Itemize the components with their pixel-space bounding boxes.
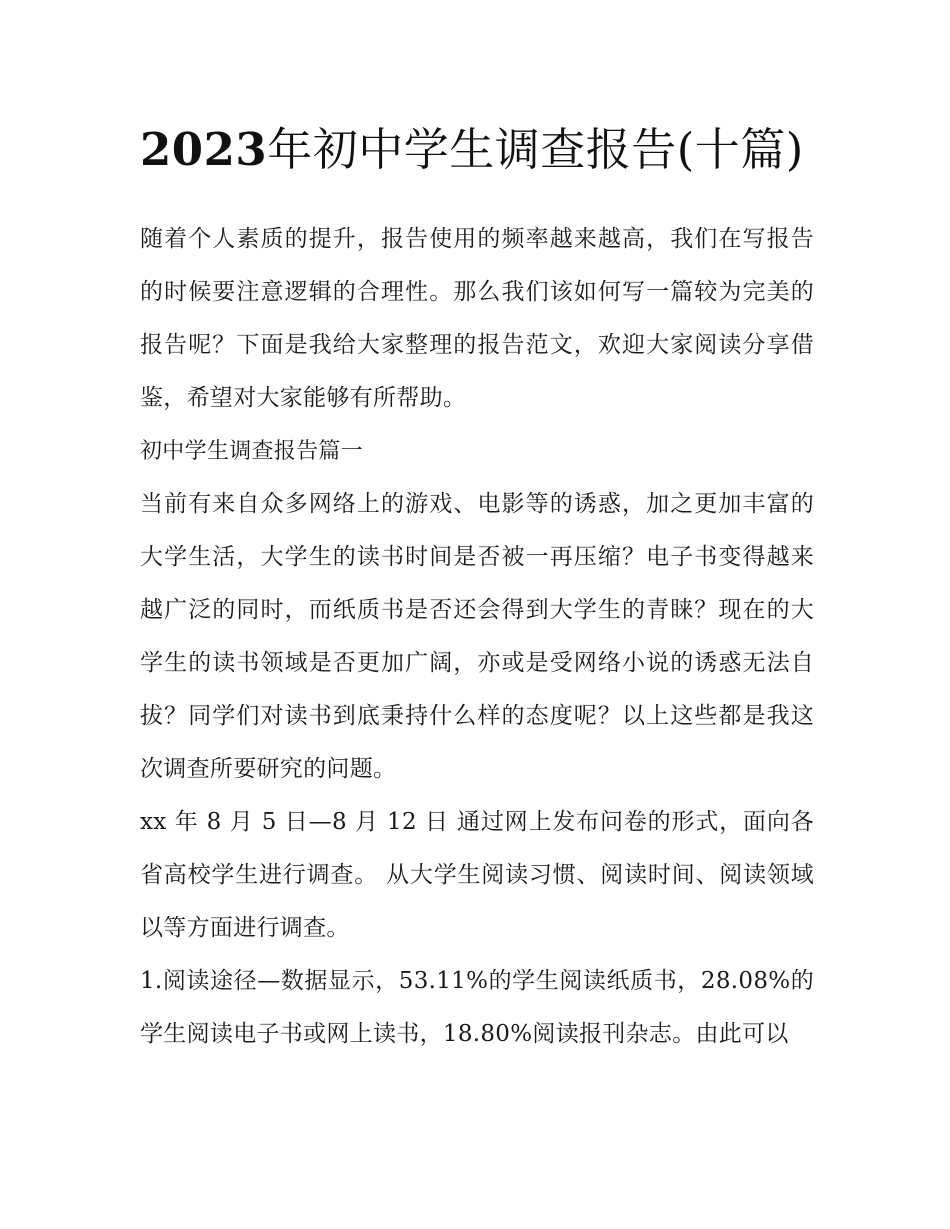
- body-paragraph: 当前有来自众多网络上的游戏、电影等的诱惑，加之更加丰富的大学生活，大学生的读书时间是否被一再压缩？电子书变得越来越广泛的同时，而纸质书是否还会得到大学生的青睐？现在的大学生的读书领域是否更加广阔，亦或是受网络小说的诱惑无法自拔？同学们对读书到底秉持什么样的态度呢？以上这些都是我这次调查所要研究的问题。: [140, 491, 814, 782]
- title-year: 2023: [140, 123, 268, 176]
- body-paragraph: xx 年 8 月 5 日—8 月 12 日 通过网上发布问卷的形式，面向各省高校学生进行调查。 从大学生阅读习惯、阅读时间、阅读领域以等方面进行调查。: [140, 809, 814, 941]
- intro-paragraph: 随着个人素质的提升，报告使用的频率越来越高，我们在写报告的时候要注意逻辑的合理性。那么我们该如何写一篇较为完美的报告呢？下面是我给大家整理的报告范文，欢迎大家阅读分享借鉴，希望对大家能够有所帮助。: [140, 226, 814, 411]
- document-body: [140, 213, 814, 1061]
- section-heading: 初中学生调查报告篇一: [140, 439, 364, 464]
- document-title: [140, 108, 814, 191]
- document-content: [140, 108, 814, 1061]
- title-text: 年初中学生调查报告(十篇): [267, 123, 804, 176]
- body-paragraph: 1.阅读途径—数据显示，53.11%的学生阅读纸质书，28.08%的学生阅读电子书或网上读书，18.80%阅读报刊杂志。由此可以: [140, 968, 814, 1047]
